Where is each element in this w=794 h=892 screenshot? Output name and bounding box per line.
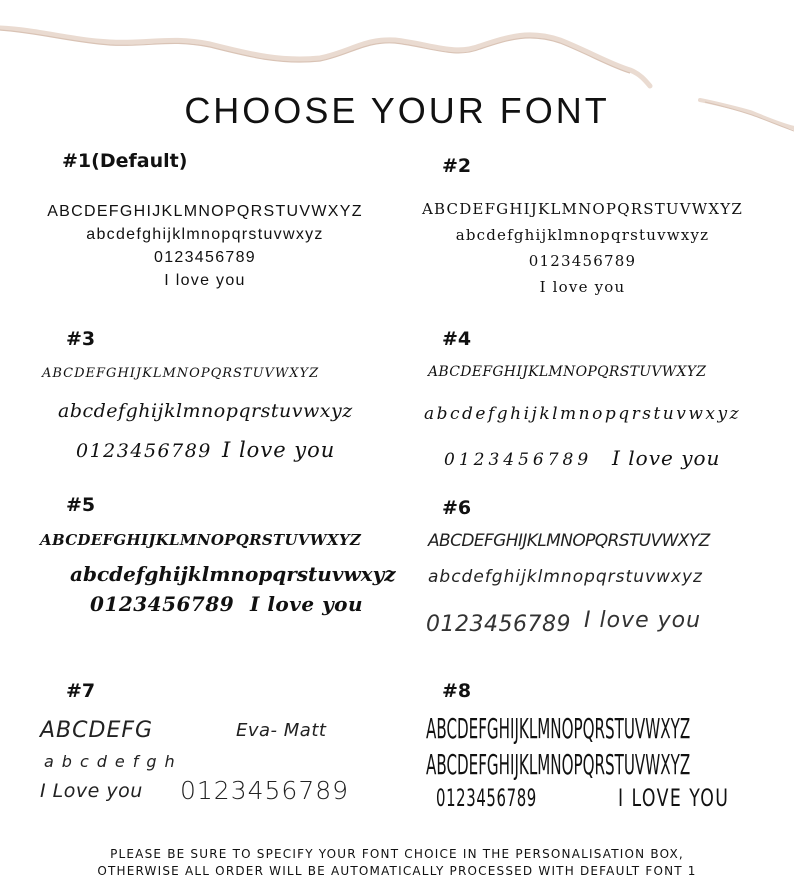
footer-line-1: PLEASE BE SURE TO SPECIFY YOUR FONT CHOICE IN THE PERSONALISATION BOX, xyxy=(110,847,684,861)
font-2-phrase: I love you xyxy=(539,278,626,296)
font-5-digits: 0123456789 xyxy=(90,592,235,616)
font-7-names: Eva- Matt xyxy=(236,720,327,741)
font-6-uppercase: ABCDEFGHIJKLMNOPQRSTUVWXYZ xyxy=(428,531,710,551)
footer-note xyxy=(0,846,794,880)
font-4-uppercase: ABCDEFGHIJKLMNOPQRSTUVWXYZ xyxy=(428,364,707,380)
footer-line-2: OTHERWISE ALL ORDER WILL BE AUTOMATICALLY PROCESSED WITH DEFAULT FONT 1 xyxy=(97,864,697,878)
font-1-uppercase: ABCDEFGHIJKLMNOPQRSTUVWXYZ xyxy=(47,203,363,220)
font-5-uppercase: ABCDEFGHIJKLMNOPQRSTUVWXYZ xyxy=(40,531,362,549)
font-8-uppercase: ABCDEFGHIJKLMNOPQRSTUVWXYZ xyxy=(426,712,691,745)
font-7-lowercase: abcdefgh xyxy=(44,752,183,771)
font-3-uppercase: ABCDEFGHIJKLMNOPQRSTUVWXYZ xyxy=(42,366,320,381)
page-title: CHOOSE YOUR FONT xyxy=(184,90,610,131)
font-8-uppercase-2: ABCDEFGHIJKLMNOPQRSTUVWXYZ xyxy=(426,748,691,781)
font-8-digits: 0123456789 xyxy=(436,784,537,812)
font-3-phrase: I love you xyxy=(222,438,336,462)
font-7-digits: 0123456789 xyxy=(180,776,350,805)
font-8-phrase: I LOVE YOU xyxy=(618,784,730,812)
font-7-phrase: I Love you xyxy=(40,780,143,802)
font-4-digits: 0123456789 xyxy=(444,450,593,470)
font-2-label: #2 xyxy=(442,155,472,177)
font-2-digits: 0123456789 xyxy=(528,252,637,270)
font-1-digits: 0123456789 xyxy=(154,249,256,266)
font-2-lowercase: abcdefghijklmnopqrstuvwxyz xyxy=(455,226,710,244)
font-1-sample xyxy=(30,200,380,292)
font-8-label: #8 xyxy=(442,680,472,702)
font-6-digits: 0123456789 xyxy=(426,612,571,637)
font-6-phrase: I love you xyxy=(584,608,702,633)
font-5-phrase: I love you xyxy=(250,592,364,616)
font-4-lowercase: abcdefghijklmnopqrstuvwxyz xyxy=(424,404,742,424)
font-3-digits: 0123456789 xyxy=(76,440,212,462)
font-2-uppercase: ABCDEFGHIJKLMNOPQRSTUVWXYZ xyxy=(421,200,743,218)
font-7-label: #7 xyxy=(66,680,96,702)
font-1-label: #1(Default) xyxy=(62,150,188,172)
font-6-lowercase: abcdefghijklmnopqrstuvwxyz xyxy=(428,567,703,587)
font-3-label: #3 xyxy=(66,328,96,350)
font-5-label: #5 xyxy=(66,494,96,516)
font-4-label: #4 xyxy=(442,328,472,350)
font-7-uppercase: ABCDEFG xyxy=(40,718,154,743)
font-4-phrase: I love you xyxy=(612,446,721,470)
font-5-lowercase: abcdefghijklmnopqrstuvwxyz xyxy=(70,562,396,586)
font-2-sample xyxy=(410,196,755,300)
font-1-phrase: I love you xyxy=(164,272,246,289)
font-3-lowercase: abcdefghijklmnopqrstuvwxyz xyxy=(58,400,353,422)
font-1-lowercase: abcdefghijklmnopqrstuvwxyz xyxy=(86,226,324,243)
font-6-label: #6 xyxy=(442,497,472,519)
